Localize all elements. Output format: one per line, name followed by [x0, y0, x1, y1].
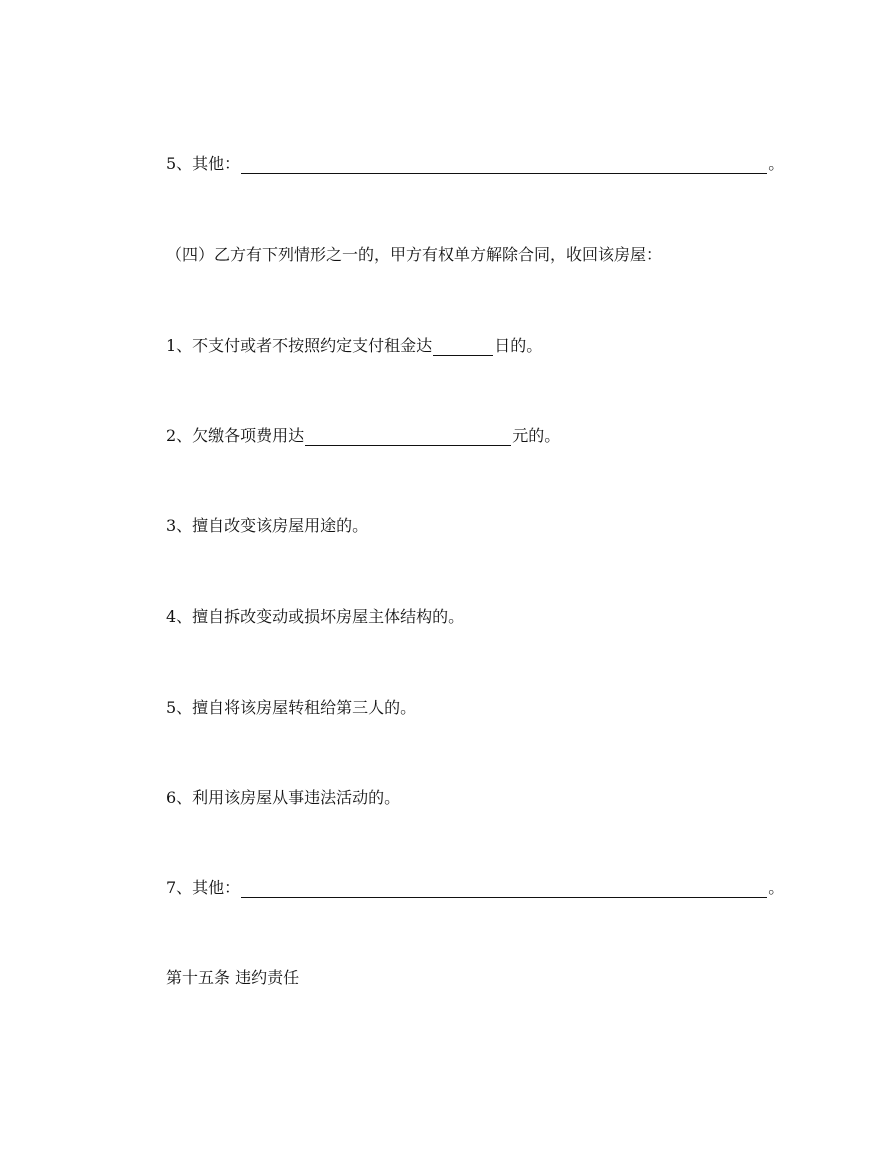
- fill-in-blank: [241, 157, 767, 174]
- fill-in-blank: [433, 339, 493, 356]
- article-15-heading: [166, 968, 299, 988]
- clause-5-other: [166, 154, 784, 174]
- item-2-end: 元的。: [512, 426, 561, 445]
- item-7-end: 。: [768, 878, 785, 897]
- item-4-text: 4、擅自拆改变动或损坏房屋主体结构的。: [166, 607, 465, 626]
- item-4-structure-damage: [166, 607, 464, 627]
- item-5-sublet: [166, 698, 416, 718]
- clause-5-label: 5、其他：: [166, 154, 241, 173]
- item-6-illegal-activity: [166, 788, 400, 808]
- item-7-other: [166, 878, 784, 898]
- item-1-end: 日的。: [494, 336, 543, 355]
- section-4-text: （四）乙方有下列情形之一的，甲方有权单方解除合同，收回该房屋：: [166, 245, 663, 264]
- article-15-text: 第十五条 违约责任: [166, 968, 300, 987]
- item-6-text: 6、利用该房屋从事违法活动的。: [166, 788, 401, 807]
- item-2-label: 2、欠缴各项费用达: [166, 426, 305, 445]
- fill-in-blank: [241, 881, 767, 898]
- clause-5-end: 。: [768, 154, 785, 173]
- item-5-text: 5、擅自将该房屋转租给第三人的。: [166, 698, 417, 717]
- item-1-rent-overdue: [166, 336, 542, 356]
- fill-in-blank: [305, 429, 511, 446]
- item-3-text: 3、擅自改变该房屋用途的。: [166, 516, 369, 535]
- item-2-fees-owed: [166, 426, 560, 446]
- item-7-label: 7、其他：: [166, 878, 241, 897]
- section-4-heading: [166, 245, 662, 265]
- item-1-label: 1、不支付或者不按照约定支付租金达: [166, 336, 433, 355]
- item-3-change-use: [166, 516, 368, 536]
